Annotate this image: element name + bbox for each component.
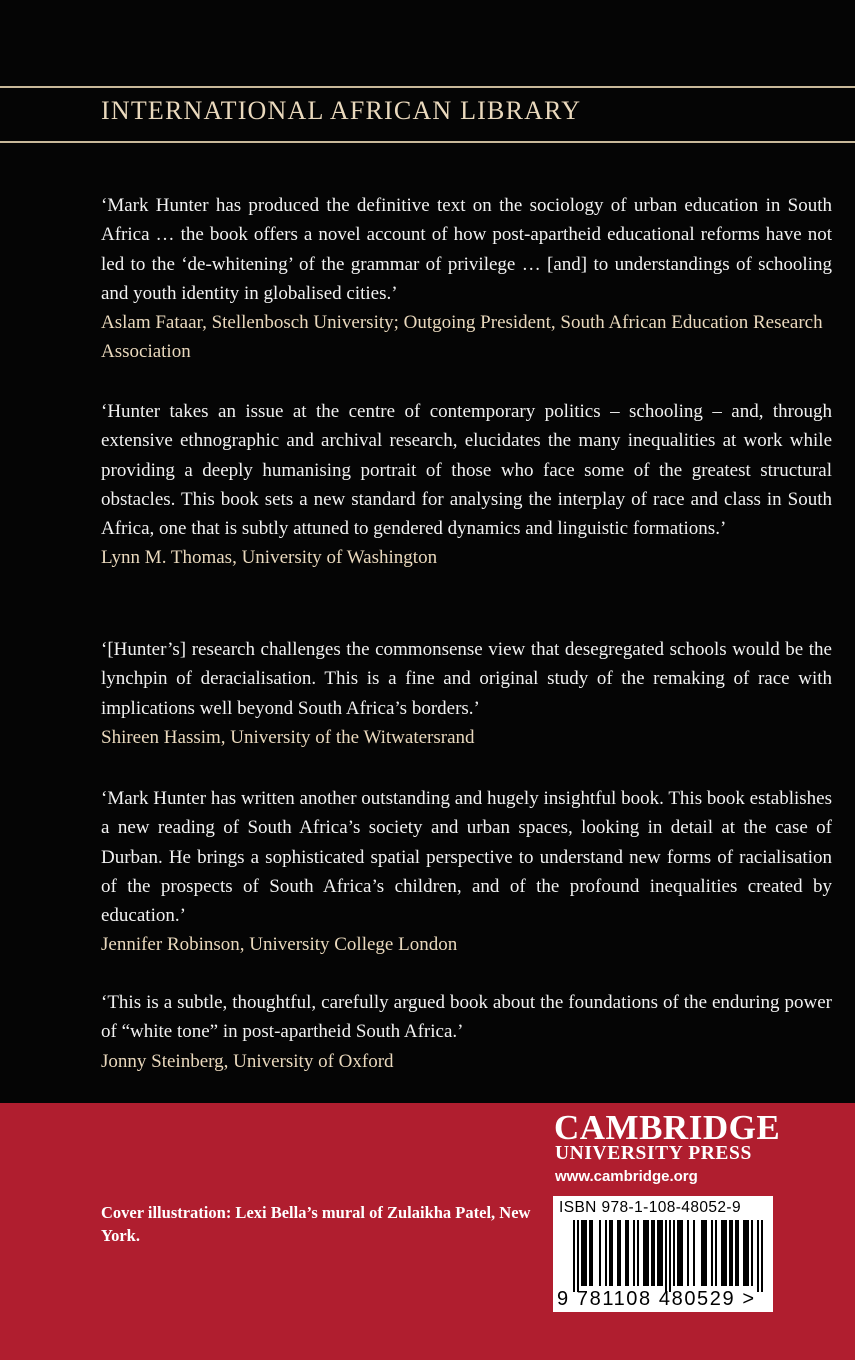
quote-text: ‘Hunter takes an issue at the centre of contemporary politics – schooling – and, through extensive ethnographic and archival research, elucidates the many inequalities at work while providing a deeply humanising portrait of those who face some of the greatest structural obstacles. This book sets a new standard for analysing the interplay of race and class in South Africa, one that is subtly attuned to gendered dynamics and linguistic formations.’ xyxy=(101,401,832,540)
review-quote-3 xyxy=(101,635,832,752)
publisher-logo-name: CAMBRIDGE xyxy=(554,1108,781,1147)
barcode-bar xyxy=(761,1220,763,1292)
cover-illustration-credit: Cover illustration: Lexi Bella’s mural of Zulaikha Patel, New York. xyxy=(101,1203,531,1245)
barcode-bar xyxy=(625,1220,627,1286)
barcode-bar xyxy=(611,1220,613,1286)
barcode-bar xyxy=(627,1220,629,1286)
top-divider-rule xyxy=(0,86,855,88)
quote-text: ‘This is a subtle, thoughtful, carefully argued book about the foundations of the enduring power of “white tone” in post-apartheid South Africa.’ xyxy=(101,992,832,1043)
quote-text: ‘Mark Hunter has produced the definitive text on the sociology of urban education in South Africa … the book offers a novel account of how post-apartheid educational reforms have not led to the ‘de-whitening’ of the grammar of privilege … [and] to understandings of schooling and youth identity in globalised cities.’ xyxy=(101,195,832,304)
barcode-bar xyxy=(657,1220,659,1286)
barcode-bar xyxy=(665,1220,667,1292)
quote-attribution: Shireen Hassim, University of the Witwatersrand xyxy=(101,726,475,748)
quote-attribution: Lynn M. Thomas, University of Washington xyxy=(101,547,438,569)
barcode-bar xyxy=(751,1220,753,1286)
barcode-bar xyxy=(705,1220,707,1286)
barcode-bar xyxy=(669,1220,671,1292)
barcode-bar xyxy=(617,1220,619,1286)
barcode-bar xyxy=(619,1220,621,1286)
barcode-bar xyxy=(637,1220,639,1286)
barcode-bar xyxy=(701,1220,703,1286)
barcode-bar xyxy=(583,1220,585,1286)
barcode-bar xyxy=(687,1220,689,1286)
barcode-bar xyxy=(633,1220,635,1286)
quote-attribution: Jennifer Robinson, University College London xyxy=(101,934,458,956)
quote-attribution: Aslam Fataar, Stellenbosch University; Outgoing President, South African Education Research Association xyxy=(101,312,823,363)
quote-text: ‘Mark Hunter has written another outstanding and hugely insightful book. This book establishes a new reading of South Africa’s society and urban spaces, looking in detail at the case of Durban. He brings a sophisticated spatial perspective to understand new forms of racialisation of the prospects of South Africa’s children, and of the profound inequalities created by education.’ xyxy=(101,788,832,927)
barcode-digits: 9 781108 480529 > xyxy=(557,1288,756,1310)
review-quote-5 xyxy=(101,988,832,1076)
quote-text: ‘[Hunter’s] research challenges the commonsense view that desegregated schools would be the lynchpin of deracialisation. This is a fine and original study of the remaking of race with implications well beyond South Africa’s borders.’ xyxy=(101,639,832,719)
barcode-bar xyxy=(725,1220,727,1286)
barcode-bar xyxy=(757,1220,759,1292)
barcode-bar xyxy=(723,1220,725,1286)
barcode-bar xyxy=(677,1220,679,1286)
series-title: INTERNATIONAL AFRICAN LIBRARY xyxy=(101,96,582,125)
barcode-bar xyxy=(585,1220,587,1286)
barcode-bar xyxy=(703,1220,705,1286)
publisher-url: www.cambridge.org xyxy=(555,1168,698,1185)
barcode-bar xyxy=(743,1220,745,1286)
barcode-bar xyxy=(693,1220,695,1286)
barcode-bar xyxy=(647,1220,649,1286)
review-quote-4 xyxy=(101,784,832,960)
barcode-bar xyxy=(731,1220,733,1286)
barcode-bar xyxy=(573,1220,575,1292)
barcode-bar xyxy=(673,1220,675,1286)
publisher-logo-subname: UNIVERSITY PRESS xyxy=(555,1143,752,1164)
quote-attribution: Jonny Steinberg, University of Oxford xyxy=(101,1050,394,1072)
barcode-bar xyxy=(711,1220,713,1286)
barcode-bar xyxy=(653,1220,655,1286)
barcode-bar xyxy=(721,1220,723,1286)
series-divider-rule xyxy=(0,141,855,143)
barcode-bar xyxy=(577,1220,579,1292)
barcode-bar xyxy=(729,1220,731,1286)
barcode-bar xyxy=(599,1220,601,1286)
barcode-bar xyxy=(605,1220,607,1286)
barcode-bar xyxy=(715,1220,717,1286)
barcode-bar xyxy=(747,1220,749,1286)
barcode-bar xyxy=(581,1220,583,1286)
review-quote-2 xyxy=(101,397,832,573)
barcode-bar xyxy=(645,1220,647,1286)
barcode-bar xyxy=(651,1220,653,1286)
barcode-bar xyxy=(659,1220,661,1286)
barcode-bar xyxy=(681,1220,683,1286)
barcode-bar xyxy=(735,1220,737,1286)
barcode-bar xyxy=(589,1220,591,1286)
barcode-bar xyxy=(661,1220,663,1286)
isbn-number: ISBN 978-1-108-48052-9 xyxy=(559,1199,741,1216)
barcode-bar xyxy=(679,1220,681,1286)
review-quote-1 xyxy=(101,191,832,367)
barcode-bar xyxy=(591,1220,593,1286)
barcode-bar xyxy=(643,1220,645,1286)
isbn-barcode-label xyxy=(553,1196,773,1312)
barcode-bar xyxy=(609,1220,611,1286)
barcode-bar xyxy=(737,1220,739,1286)
barcode-bar xyxy=(745,1220,747,1286)
